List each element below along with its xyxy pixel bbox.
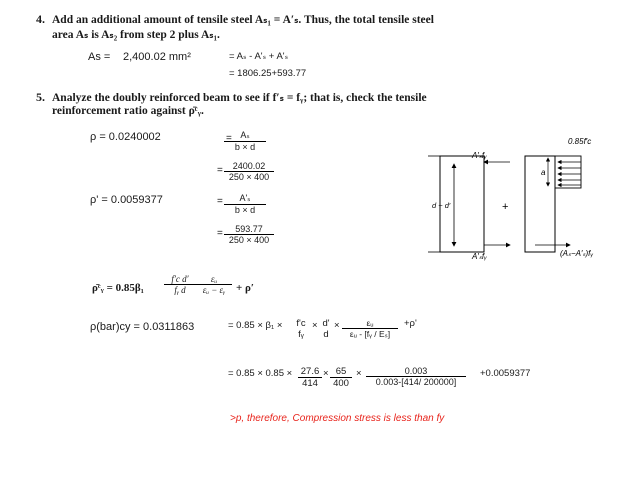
calc-times-2: × xyxy=(334,320,340,331)
stress-block xyxy=(555,156,581,188)
calc-fc-denominator: fᵧ xyxy=(298,329,304,340)
formula-fc-denominator: fᵧ d xyxy=(174,285,186,295)
rho-prime-equals-1: = xyxy=(217,196,223,207)
formula-strain-numerator: εᵤ xyxy=(196,274,232,285)
calc-d-value-numerator: 65 xyxy=(330,366,352,378)
rho-numerator: Aₛ xyxy=(224,130,266,142)
formula-fc-fraction xyxy=(164,274,196,295)
as-expression-values: = 1806.25+593.77 xyxy=(229,68,307,79)
calc-times-3: × xyxy=(323,368,329,379)
calc-d-fraction xyxy=(318,318,334,340)
rho-prime-fraction-symbolic xyxy=(224,193,266,215)
rho-value-numerator: 2400.02 xyxy=(224,161,274,172)
step4-text-line2: area Aₛ is Aₛ₂ from step 2 plus Aₛ₁. xyxy=(52,29,220,41)
rho-value-denominator: 250 × 400 xyxy=(228,172,270,182)
rho-equals-2: = xyxy=(217,165,223,176)
d-minus-dprime-label: d − d′ xyxy=(432,201,451,210)
rho-prime-value-numerator: 593.77 xyxy=(224,224,274,235)
beam-section-right xyxy=(525,156,555,252)
calc-line1-start: = 0.85 × β₁ × xyxy=(228,320,283,331)
calc-strain-fraction xyxy=(342,318,398,340)
stress-label: 0.85f′c xyxy=(568,137,592,146)
as-prime-fy-bottom-label: A′ₛfᵧ xyxy=(472,252,487,261)
formula-strain-denominator: εᵤ − εᵧ xyxy=(202,285,226,295)
step5-text-line1: Analyze the doubly reinforced beam to see if f′ₛ = fᵧ; that is, check the tensile xyxy=(52,92,427,104)
rho-bar-cy-formula-lhs: ρ̄ᶜᵧ = 0.85β₁ xyxy=(92,282,144,294)
formula-strain-fraction xyxy=(196,274,232,295)
rho-fraction-symbolic xyxy=(224,130,266,152)
formula-fc-numerator: f′c d′ xyxy=(164,274,196,285)
tension-force-label: (Aₛ−A′ₛ)fᵧ xyxy=(560,249,594,258)
calc-strain-denominator: εᵤ - [fᵧ / Eₛ] xyxy=(349,329,391,339)
calc-times-4: × xyxy=(356,368,362,379)
calc-d-value-fraction xyxy=(330,366,352,389)
calc-strain-value-fraction xyxy=(366,366,466,387)
calc-fc-value-denominator: 414 xyxy=(302,378,318,389)
calc-d-value-denominator: 400 xyxy=(333,378,349,389)
calc-strain-value-numerator: 0.003 xyxy=(366,366,466,377)
as-expression: = Aₛ - A'ₛ + A'ₛ xyxy=(229,51,289,62)
rho-bar-cy-label: ρ(bar)cy = 0.0311863 xyxy=(90,321,195,333)
calc-fc-value-fraction xyxy=(298,366,322,389)
rho-prime-value-denominator: 250 × 400 xyxy=(228,235,270,245)
calc-times-1: × xyxy=(312,320,318,331)
as-value: 2,400.02 mm² xyxy=(123,51,191,63)
calc-plus-rho-prime: +ρ' xyxy=(404,318,417,329)
conclusion-text: >p, therefore, Compression stress is less than fy xyxy=(230,413,445,424)
step4-number: 4. xyxy=(36,12,45,26)
calc-d-numerator: d' xyxy=(322,318,330,329)
step5-text-line2: reinforcement ratio against ρ̄ᶜᵧ. xyxy=(52,105,204,117)
calc-plus-value: +0.0059377 xyxy=(480,368,531,379)
rho-fraction-values xyxy=(224,161,274,182)
calc-strain-value-denominator: 0.003-[414/ 200000] xyxy=(375,377,457,387)
a-depth-label: a xyxy=(541,168,546,177)
formula-plus-rho-prime: + ρ′ xyxy=(236,282,254,294)
rho-prime-label: ρ' = 0.0059377 xyxy=(90,194,163,206)
rho-prime-numerator: A'ₛ xyxy=(224,193,266,205)
calc-fc-value-numerator: 27.6 xyxy=(298,366,322,378)
calc-fc-numerator: f'c xyxy=(296,318,306,329)
rho-prime-fraction-values xyxy=(224,224,274,245)
calc-d-denominator: d xyxy=(323,329,329,340)
step5-number: 5. xyxy=(36,90,45,104)
rho-prime-denominator: b × d xyxy=(234,205,256,215)
rho-denominator: b × d xyxy=(234,142,256,152)
as-prime-fy-top-label: A′ₛfᵧ xyxy=(472,151,487,160)
doubly-reinforced-beam-diagram xyxy=(420,128,620,268)
step4-text-line1: Add an additional amount of tensile steel Aₛ₁ = A′ₛ. Thus, the total tensile steel xyxy=(52,14,434,26)
plus-sign: + xyxy=(502,201,509,213)
rho-equals-1: = xyxy=(226,133,232,144)
as-label: As = xyxy=(88,51,111,63)
calc-line2-start: = 0.85 × 0.85 × xyxy=(228,368,293,379)
calc-strain-numerator: εᵤ xyxy=(342,318,398,329)
rho-label: ρ = 0.0240002 xyxy=(90,131,161,143)
calc-fc-fraction xyxy=(290,318,312,340)
rho-prime-equals-2: = xyxy=(217,228,223,239)
